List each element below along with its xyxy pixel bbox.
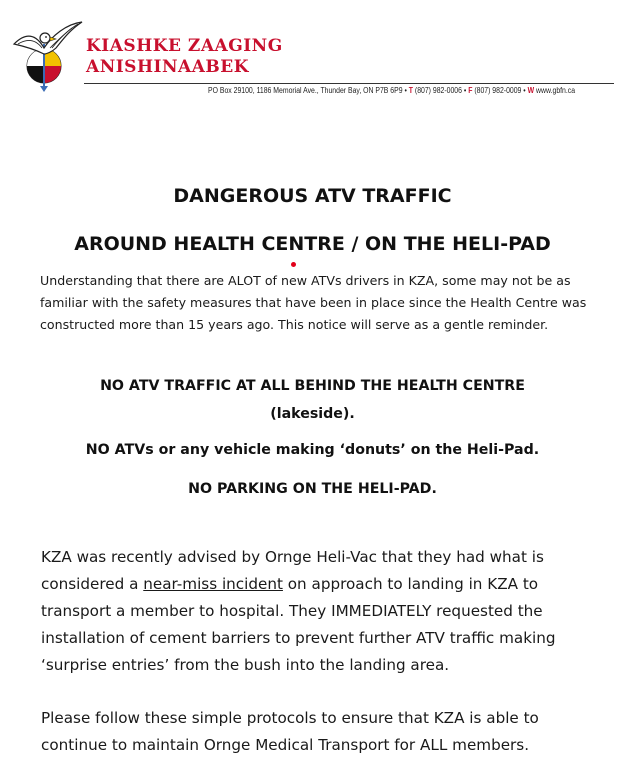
rule-no-parking: NO PARKING ON THE HELI-PAD. [188, 481, 437, 497]
fax-number: (807) 982-0009 • [474, 86, 526, 95]
web-label: W [527, 86, 535, 95]
notice-title-line1: DANGEROUS ATV TRAFFIC [173, 185, 452, 207]
incident-text-before: KZA was recently advised by Ornge Heli-Vac that they had what is considered a [41, 548, 544, 593]
fax-label: F [468, 86, 473, 95]
closing-paragraph: Please follow these simple protocols to ensure that KZA is able to continue to maintain Ornge Medical Transport for ALL members. [41, 709, 539, 754]
red-dot-mark [291, 262, 296, 267]
phone-number: (807) 982-0006 • [414, 86, 467, 95]
rule-lakeside-note: (lakeside). [270, 406, 355, 422]
phone-label: T [408, 86, 413, 95]
rule-no-donuts: NO ATVs or any vehicle making ‘donuts’ on the Heli-Pad. [85, 442, 540, 458]
organization-name-line1: KIASHKE ZAAGING [86, 36, 283, 56]
incident-text-after: on approach to landing in KZA to transport a member to hospital. They IMMEDIATELY requested the installation of cement barriers to prevent further ATV traffic making ‘surprise entries’ from the bush into the landing area. [41, 575, 556, 674]
organization-name-line2: ANISHINAABEK [86, 57, 249, 77]
organization-name [86, 36, 283, 78]
contact-line [208, 86, 575, 95]
rule-no-atv-behind-health-centre: NO ATV TRAFFIC AT ALL BEHIND THE HEALTH CENTRE [100, 378, 525, 394]
letterhead [0, 0, 625, 100]
near-miss-incident-text: near-miss incident [143, 575, 283, 593]
incident-paragraph [41, 544, 601, 679]
letterhead-divider [84, 83, 614, 84]
eagle-medicine-wheel-logo-icon [12, 14, 84, 92]
address: PO Box 29100, 1186 Memorial Ave., Thunder Bay, ON P7B 6P9 • [208, 86, 407, 95]
notice-title-line2: AROUND HEALTH CENTRE / ON THE HELI-PAD [74, 233, 551, 255]
website: www.gbfn.ca [536, 86, 576, 95]
intro-paragraph: Understanding that there are ALOT of new ATVs drivers in KZA, some may not be as familiar with the safety measures that have been in place since the Health Centre was constructed more than 15 years ago. This notice will serve as a gentle reminder. [40, 273, 587, 332]
